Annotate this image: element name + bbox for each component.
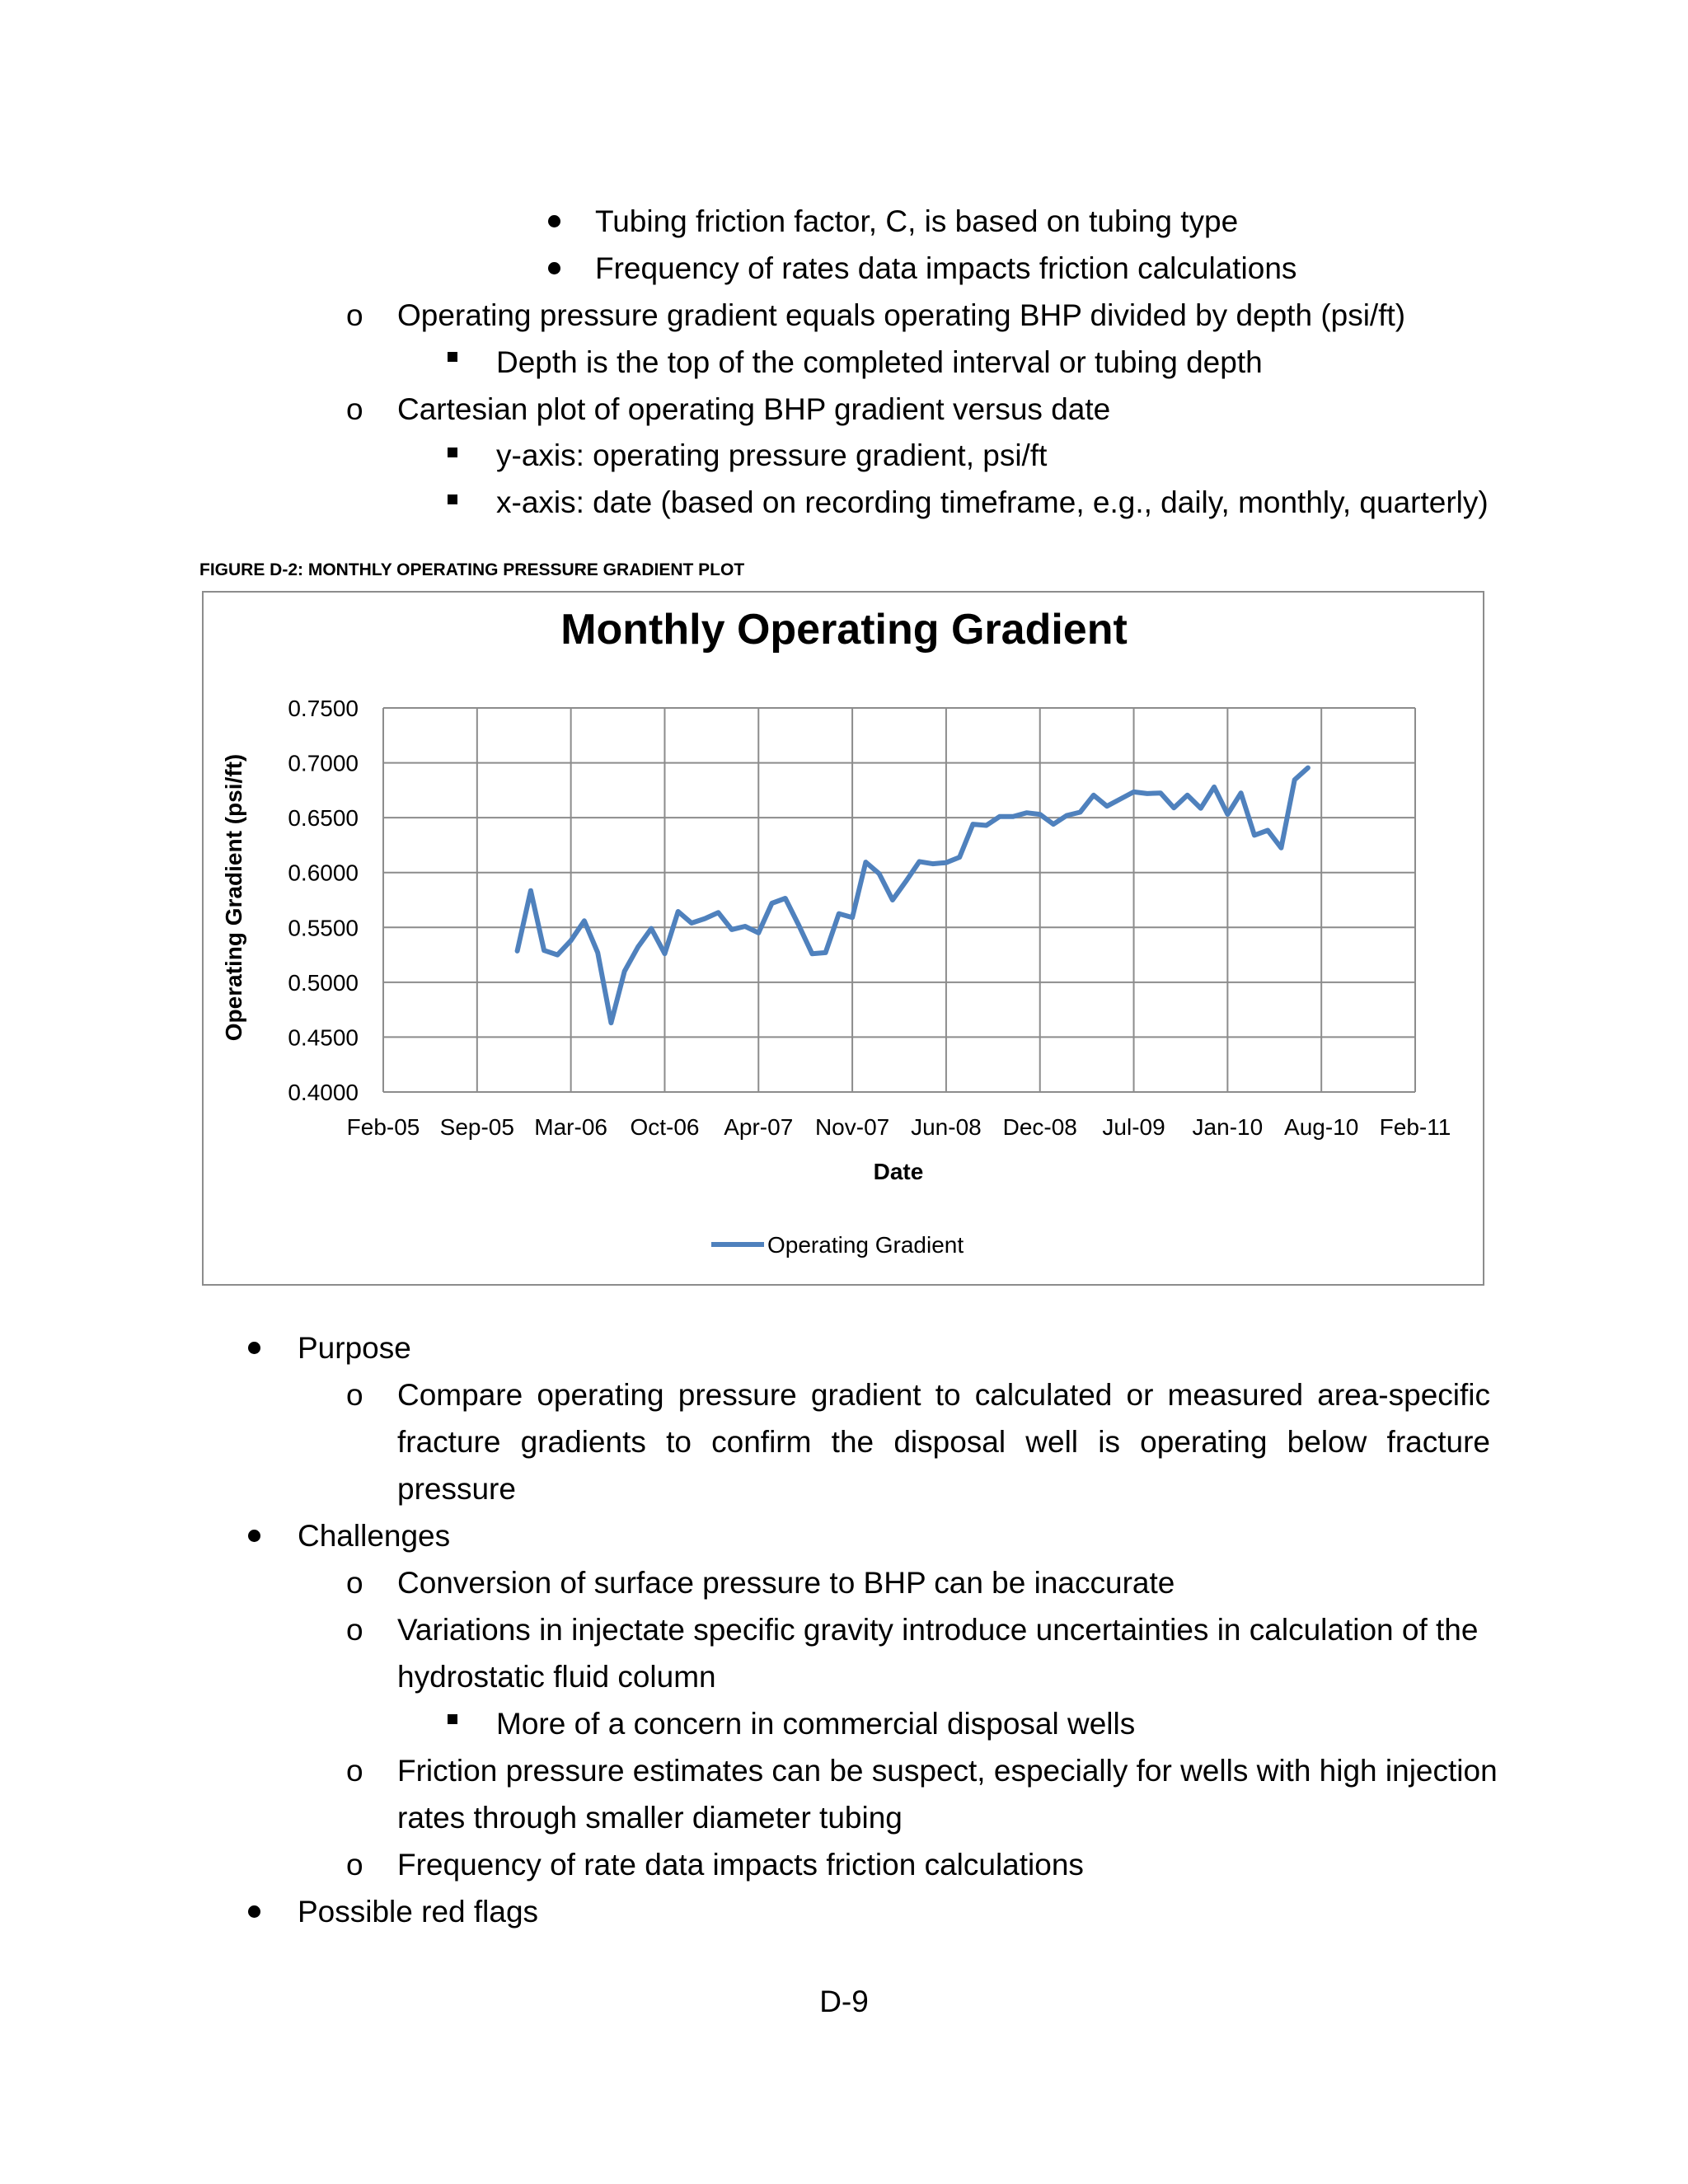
section-heading-challenges: Challenges	[298, 1519, 451, 1553]
chart-title: Monthly Operating Gradient	[560, 606, 1128, 654]
y-tick-label: 0.5000	[288, 969, 359, 996]
x-axis-label: Date	[873, 1159, 924, 1184]
circle-bullet: o	[346, 1754, 363, 1788]
section-heading-red-flags: Possible red flags	[298, 1895, 539, 1929]
y-tick-label: 0.6000	[288, 860, 359, 886]
circle-bullet: o	[346, 298, 363, 332]
x-tick-label: Feb-11	[1379, 1114, 1451, 1140]
y-axis-label: Operating Gradient (psi/ft)	[221, 753, 246, 1042]
list-item: More of a concern in commercial disposal wells	[496, 1707, 1136, 1741]
bullet-dot	[548, 262, 560, 274]
x-tick-label: Apr-07	[724, 1114, 794, 1140]
y-tick-label: 0.5500	[288, 915, 359, 941]
list-item: Frequency of rates data impacts friction calculations	[595, 251, 1297, 285]
list-item: Cartesian plot of operating BHP gradient versus date	[397, 392, 1111, 426]
circle-bullet: o	[346, 1848, 363, 1882]
x-tick-label: Jan-10	[1192, 1114, 1264, 1140]
list-item: Operating pressure gradient equals operating BHP divided by depth (psi/ft)	[397, 298, 1406, 332]
circle-bullet: o	[346, 1566, 363, 1600]
square-bullet	[448, 494, 457, 504]
bullet-dot	[248, 1905, 260, 1918]
series-line-operating-gradient	[518, 768, 1308, 1024]
list-item-continued: rates through smaller diameter tubing	[397, 1801, 903, 1835]
circle-bullet: o	[346, 1613, 363, 1647]
x-tick-label: Nov-07	[814, 1114, 890, 1140]
x-tick-label: Oct-06	[630, 1114, 700, 1140]
page-number: D-9	[819, 1985, 869, 2018]
y-tick-label: 0.7500	[288, 696, 359, 721]
square-bullet	[448, 352, 457, 362]
list-item: Tubing friction factor, C, is based on tubing type	[595, 204, 1239, 238]
list-item: Frequency of rate data impacts friction calculations	[397, 1848, 1084, 1882]
x-tick-label: Mar-06	[534, 1114, 607, 1140]
list-item: x-axis: date (based on recording timeframe, e.g., daily, monthly, quarterly)	[496, 485, 1489, 519]
x-tick-label: Aug-10	[1284, 1114, 1359, 1140]
chart-grid	[383, 708, 1415, 1092]
y-tick-labels	[288, 696, 359, 1105]
bullet-dot	[248, 1342, 260, 1354]
list-item-continued: pressure	[397, 1472, 516, 1506]
y-tick-label: 0.6500	[288, 805, 359, 832]
x-tick-label: Sep-05	[439, 1114, 514, 1140]
section-heading-purpose: Purpose	[298, 1331, 411, 1365]
circle-bullet: o	[346, 1378, 363, 1412]
square-bullet	[448, 448, 457, 457]
list-item-continued: fracture gradients to confirm the disposal well is operating below fracture	[397, 1425, 1490, 1459]
line-chart	[204, 593, 1483, 1284]
square-bullet	[448, 1714, 457, 1724]
x-tick-label: Feb-05	[346, 1114, 420, 1140]
list-item: Variations in injectate specific gravity introduce uncertainties in calculation of the	[397, 1613, 1479, 1647]
list-item: Compare operating pressure gradient to calculated or measured area-specific	[397, 1378, 1490, 1412]
y-tick-label: 0.7000	[288, 750, 359, 776]
legend-label: Operating Gradient	[767, 1232, 964, 1258]
x-tick-label: Jun-08	[911, 1114, 982, 1140]
list-item: Depth is the top of the completed interval or tubing depth	[496, 345, 1263, 379]
list-item: Conversion of surface pressure to BHP can be inaccurate	[397, 1566, 1175, 1600]
bullet-dot	[248, 1530, 260, 1542]
list-item: y-axis: operating pressure gradient, psi/ft	[496, 438, 1048, 472]
circle-bullet: o	[346, 392, 363, 426]
x-tick-label: Jul-09	[1102, 1114, 1165, 1140]
list-item: Friction pressure estimates can be suspect, especially for wells with high injection	[397, 1754, 1498, 1788]
chart-frame	[202, 591, 1484, 1286]
bullet-dot	[548, 215, 560, 227]
y-tick-label: 0.4500	[288, 1024, 359, 1051]
figure-caption: FIGURE D-2: MONTHLY OPERATING PRESSURE GRADIENT PLOT	[199, 560, 745, 579]
y-tick-label: 0.4000	[288, 1080, 359, 1105]
x-tick-label: Dec-08	[1002, 1114, 1077, 1140]
x-tick-labels	[347, 1114, 1451, 1140]
list-item-continued: hydrostatic fluid column	[397, 1660, 716, 1694]
